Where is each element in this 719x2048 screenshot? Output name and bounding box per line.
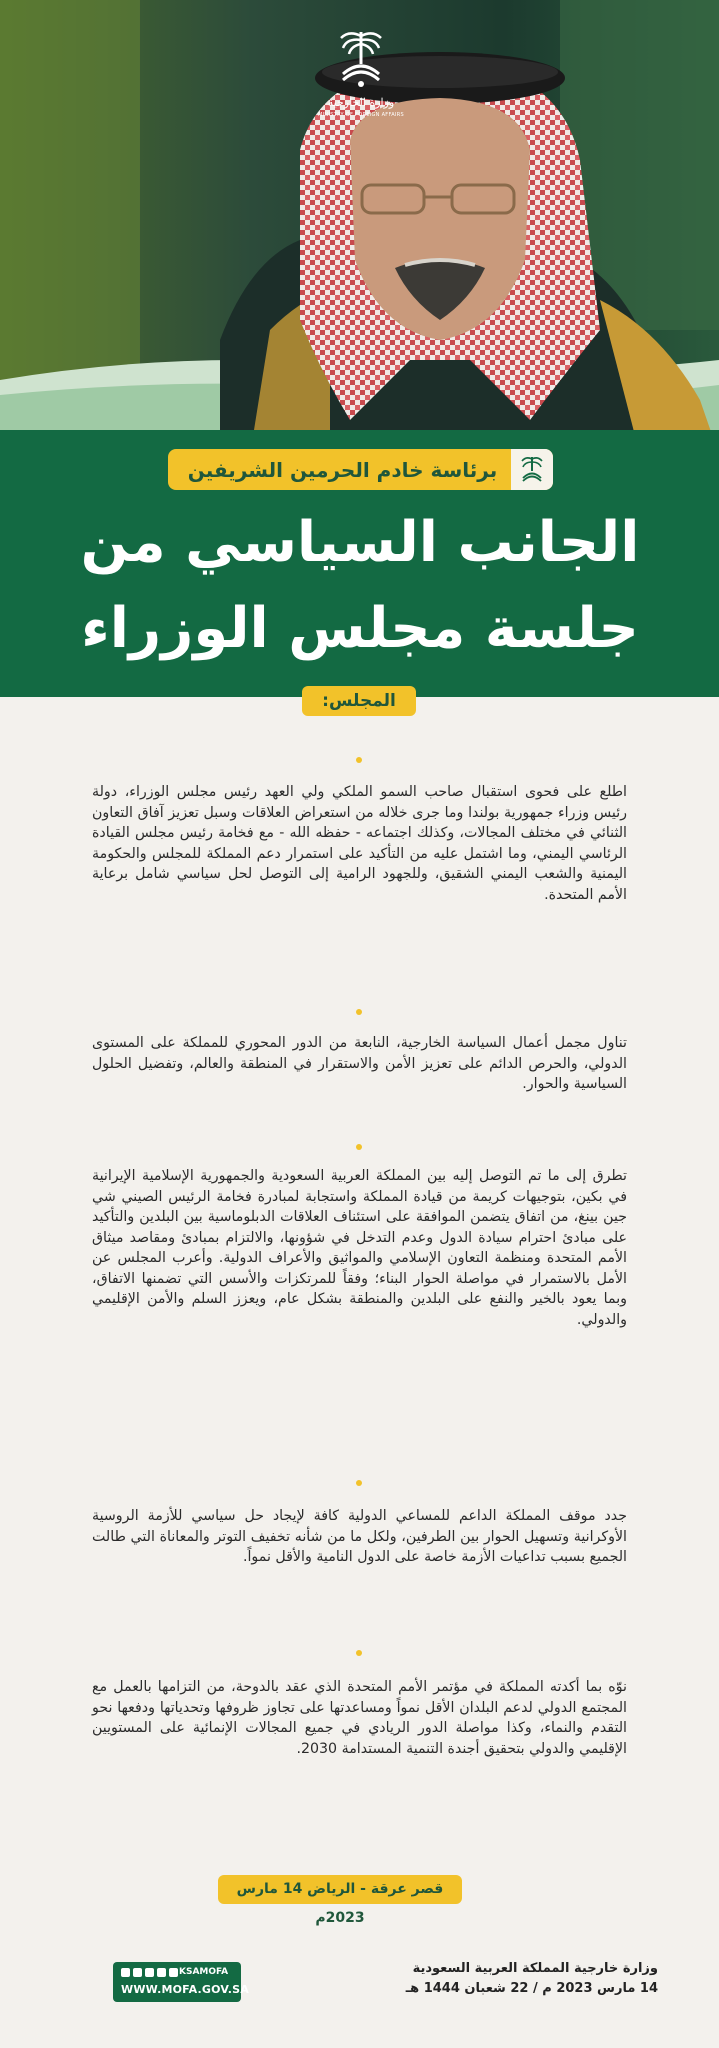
issue-date: 14 مارس 2023 م / 22 شعبان 1444 هـ — [405, 1981, 658, 1996]
twitter-icon[interactable] — [157, 1968, 166, 1977]
paragraph-4: جدد موقف المملكة الداعم للمساعي الدولية كافة لإيجاد حل سياسي للأزمة الروسية الأوكرانية وتسهيل الحوار بين الطرفين، ولكل ما من شأنه تخفيف التوتر والمعاناة التي طالت الجميع بسبب تداعيات الأزمة خاصة على الدول النامية والأقل نمواً. — [92, 1508, 627, 1565]
bullet-dot — [356, 757, 362, 763]
presidency-banner — [168, 449, 553, 490]
bullet-dot — [356, 1144, 362, 1150]
org-name: وزارة خارجية المملكة العربية السعودية — [412, 1961, 658, 1976]
footer-org — [300, 1960, 658, 2000]
title-line-1: الجانب السياسي من — [80, 510, 640, 575]
paragraph-3: تطرق إلى ما تم التوصل إليه بين المملكة العربية السعودية والجمهورية الإسلامية الإيرانية في بكين، بتوجيهات كريمة من قيادة المملكة واستجابة لمبادرة فخامة الرئيس الصيني شي جين بينغ، من اتفاق يتضمن الموافقة على استئناف العلاقات الدبلوماسية بين البلدين والتأكيد على مبادئ احترام سيادة الدول وعدم التدخل في شؤونها، والالتزام بمبادئ ومقاصد ميثاق الأمم المتحدة ومنظمة التعاون الإسلامي والمواثيق والأعراف الدولية. وأعرب المجلس عن الأمل بالاستمرار في مواصلة الحوار البناء؛ وفقاً للمرتكزات والأسس التي تضمنها الاتفاق، وبما يعود بالخير والنفع على البلدين والمنطقة بشكل عام، ويعزز السلم والأمن الإقليمي والدولي. — [92, 1168, 627, 1328]
page-title — [20, 500, 700, 672]
bullet-dot — [356, 1650, 362, 1656]
hero-banner — [0, 0, 719, 697]
logo-english-text: MINISTRY OF FOREIGN AFFAIRS — [318, 112, 404, 118]
bullet-dot — [356, 1480, 362, 1486]
section-label: المجلس: — [302, 686, 416, 716]
paragraph-2: تناول مجمل أعمال السياسة الخارجية، النابعة من الدور المحوري للمملكة على المستوى الدولي، والحرص الدائم على تعزيز الأمن والاستقرار في المنطقة والعالم، وتفضيل الحلول السياسية والحوار. — [92, 1035, 627, 1092]
paragraph-5: نوّه بما أكدته المملكة في مؤتمر الأمم المتحدة الذي عقد بالدوحة، من التزامها بالعمل مع المجتمع الدولي لدعم البلدان الأقل نمواً ومساعدتها على تجاوز ظروفها وتحدياتها ودفعها نحو التقدم والنماء، وكذا مواصلة الدور الريادي في جميع المجالات الإنمائية على المستويين الإقليمي والدولي بتحقيق أجندة التنمية المستدامة 2030. — [92, 1679, 627, 1757]
title-line-2: جلسة مجلس الوزراء — [81, 596, 639, 661]
palm-swords-emblem-icon — [331, 24, 391, 94]
social-badge — [113, 1962, 249, 2002]
youtube-icon[interactable] — [121, 1968, 130, 1977]
location-date-badge: قصر عرقة - الرياض 14 مارس 2023م — [218, 1875, 462, 1904]
linkedin-icon[interactable] — [133, 1968, 142, 1977]
website-link[interactable]: WWW.MOFA.GOV.SA — [121, 1983, 249, 1996]
social-icons — [121, 1968, 178, 1977]
presidency-label: برئاسة خادم الحرمين الشريفين — [187, 457, 498, 482]
ministry-logo — [316, 24, 406, 118]
social-handle: KSAMOFA — [179, 1967, 229, 1977]
snapchat-icon[interactable] — [169, 1968, 178, 1977]
instagram-icon[interactable] — [145, 1968, 154, 1977]
logo-arabic-text: وزارة الخارجية — [327, 96, 395, 109]
paragraph-1: اطلع على فحوى استقبال صاحب السمو الملكي ولي العهد رئيس مجلس الوزراء، دولة رئيس وزراء جمهورية بولندا وما جرى خلاله من استعراض العلاقات وسبل تعزيز آفاق التعاون الثنائي في مختلف المجالات، وكذلك اجتماعه - حفظه الله - مع فخامة رئيس مجلس القيادة الرئاسي اليمني، وما اشتمل عليه من التأكيد على استمرار دعم المملكة للمجلس والحكومة اليمنية والشعب اليمني الشقيق، وللجهود الرامية إلى التوصل لحل سياسي شامل برعاية الأمم المتحدة. — [92, 784, 627, 903]
bullet-dot — [356, 1009, 362, 1015]
saudi-emblem-icon — [511, 449, 553, 490]
